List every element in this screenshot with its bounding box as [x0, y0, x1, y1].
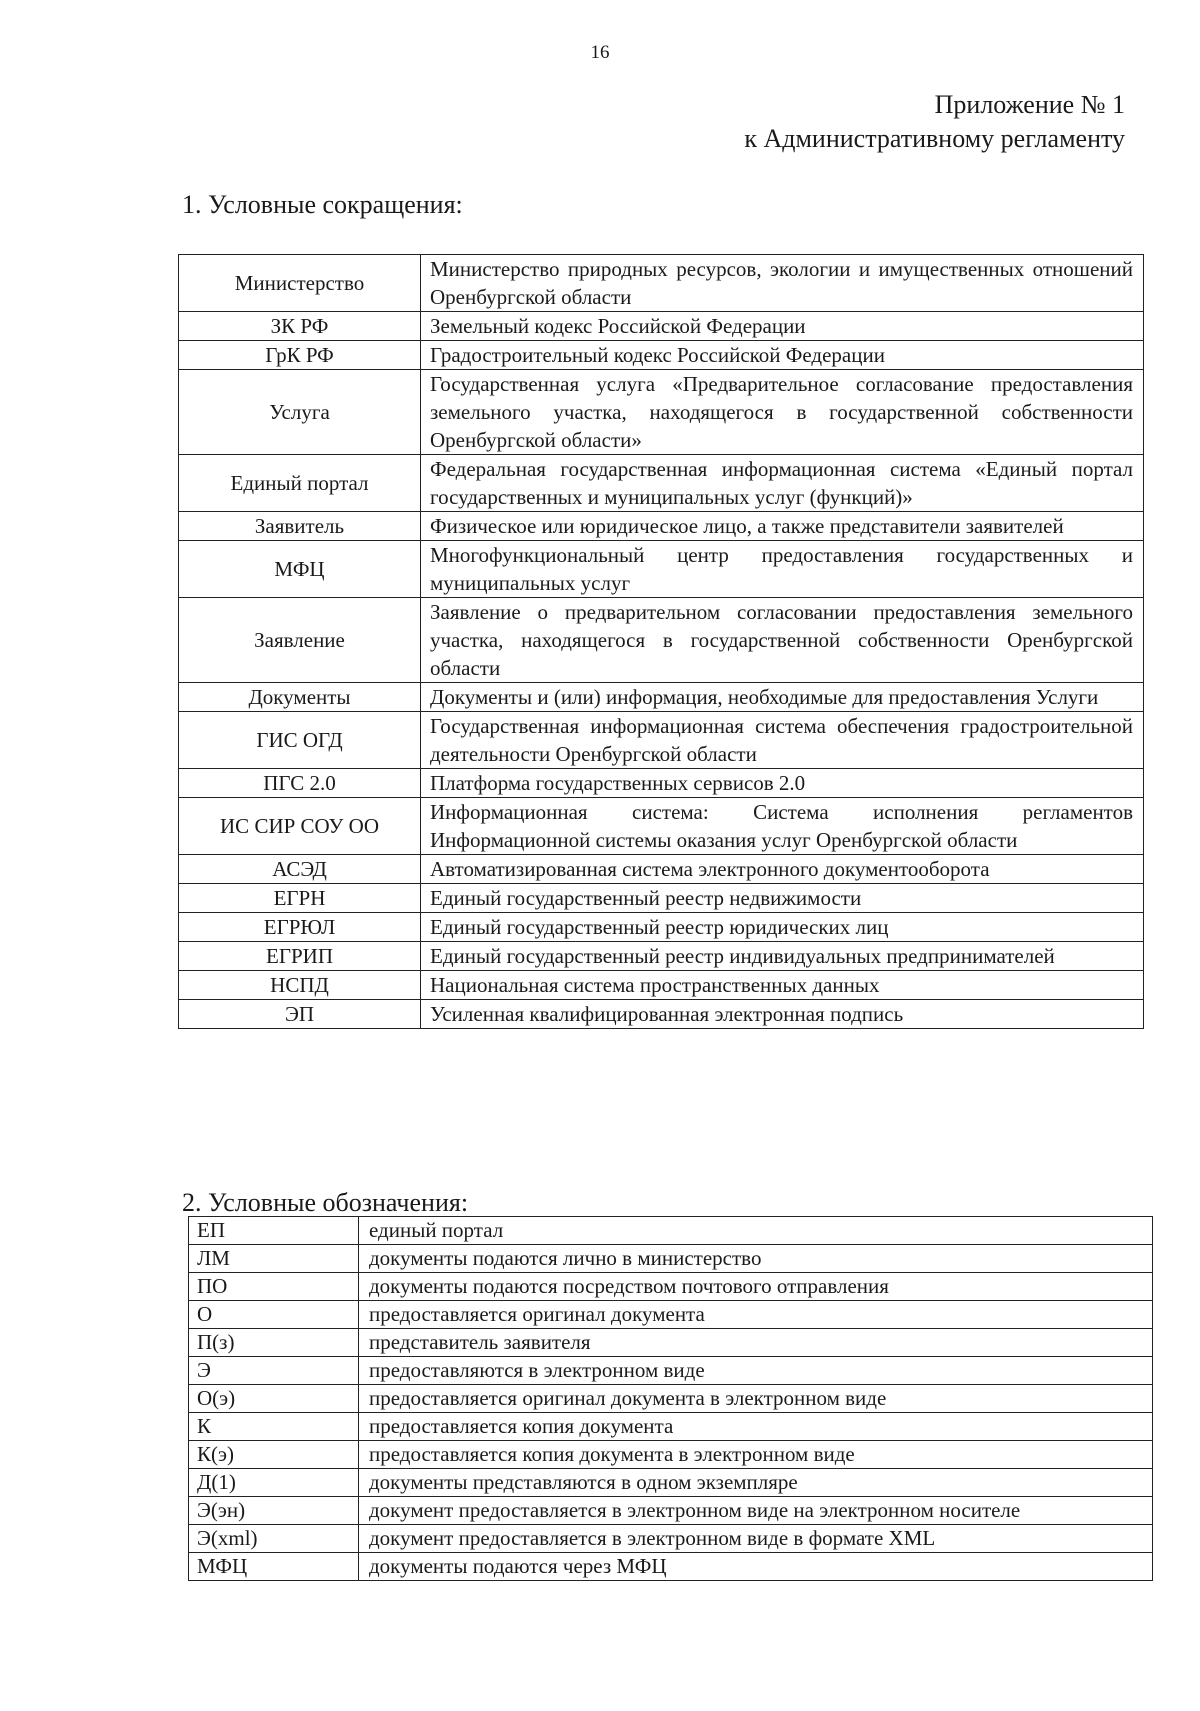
symbol-meaning: документ предоставляется в электронном виде на электронном носителе [359, 1497, 1153, 1525]
abbreviation-row [179, 913, 1144, 942]
symbol-meaning: предоставляются в электронном виде [359, 1357, 1153, 1385]
abbreviation-row [179, 598, 1144, 683]
symbol-meaning: документ предоставляется в электронном виде в формате XML [359, 1525, 1153, 1553]
abbreviation-definition: Автоматизированная система электронного документооборота [421, 855, 1144, 884]
abbreviation-row [179, 255, 1144, 312]
symbols-table [188, 1216, 1153, 1581]
abbreviation-definition: Государственная услуга «Предварительное согласование предоставления земельного участка, находящегося в государственной собственности Оренбургской области» [421, 370, 1144, 455]
symbol-row [189, 1301, 1153, 1329]
symbol-row [189, 1497, 1153, 1525]
abbreviation-row [179, 541, 1144, 598]
abbreviation-row [179, 455, 1144, 512]
symbol-meaning: предоставляется копия документа [359, 1413, 1153, 1441]
abbreviation-term: ЕГРН [179, 884, 421, 913]
symbol-code: Д(1) [189, 1469, 359, 1497]
symbol-row [189, 1273, 1153, 1301]
abbreviation-term: ЭП [179, 1000, 421, 1029]
abbreviation-row [179, 683, 1144, 712]
abbreviation-term: ЕГРЮЛ [179, 913, 421, 942]
symbol-code: П(з) [189, 1329, 359, 1357]
symbol-row [189, 1217, 1153, 1245]
symbol-row [189, 1469, 1153, 1497]
abbreviation-row [179, 312, 1144, 341]
abbreviation-term: ЕГРИП [179, 942, 421, 971]
abbreviation-term: Единый портал [179, 455, 421, 512]
abbreviation-term: НСПД [179, 971, 421, 1000]
abbreviation-definition: Физическое или юридическое лицо, а также представители заявителей [421, 512, 1144, 541]
abbreviation-definition: Государственная информационная система обеспечения градостроительной деятельности Оренбургской области [421, 712, 1144, 769]
symbol-row [189, 1413, 1153, 1441]
symbol-meaning: документы подаются лично в министерство [359, 1245, 1153, 1273]
abbreviation-definition: Единый государственный реестр юридических лиц [421, 913, 1144, 942]
abbreviation-row [179, 341, 1144, 370]
symbol-row [189, 1385, 1153, 1413]
symbol-row [189, 1441, 1153, 1469]
abbreviation-term: Заявление [179, 598, 421, 683]
symbol-code: ЛМ [189, 1245, 359, 1273]
appendix-title: Приложение № 1 [934, 90, 1125, 119]
abbreviations-table [178, 254, 1144, 1029]
symbol-code: К(э) [189, 1441, 359, 1469]
symbol-code: Э(xml) [189, 1525, 359, 1553]
abbreviation-row [179, 971, 1144, 1000]
symbol-row [189, 1525, 1153, 1553]
symbol-code: К [189, 1413, 359, 1441]
section2-heading: 2. Условные обозначения: [182, 1188, 469, 1217]
abbreviation-row [179, 855, 1144, 884]
abbreviation-definition: Информационная система: Система исполнения регламентов Информационной системы оказания услуг Оренбургской области [421, 798, 1144, 855]
symbol-code: О [189, 1301, 359, 1329]
abbreviation-row [179, 712, 1144, 769]
abbreviation-definition: Федеральная государственная информационная система «Единый портал государственных и муниципальных услуг (функций)» [421, 455, 1144, 512]
abbreviation-term: МФЦ [179, 541, 421, 598]
abbreviation-term: Документы [179, 683, 421, 712]
abbreviation-term: ИС СИР СОУ ОО [179, 798, 421, 855]
abbreviation-definition: Земельный кодекс Российской Федерации [421, 312, 1144, 341]
section1-heading: 1. Условные сокращения: [182, 190, 463, 219]
abbreviation-term: ПГС 2.0 [179, 769, 421, 798]
abbreviation-row [179, 942, 1144, 971]
abbreviation-row [179, 769, 1144, 798]
abbreviation-term: ГИС ОГД [179, 712, 421, 769]
page-number: 16 [590, 42, 610, 63]
symbol-row [189, 1553, 1153, 1581]
abbreviation-row [179, 512, 1144, 541]
appendix-header [744, 88, 1125, 156]
symbol-code: ЕП [189, 1217, 359, 1245]
abbreviation-definition: Национальная система пространственных данных [421, 971, 1144, 1000]
abbreviation-row [179, 370, 1144, 455]
abbreviation-definition: Единый государственный реестр индивидуальных предпринимателей [421, 942, 1144, 971]
abbreviation-term: АСЭД [179, 855, 421, 884]
symbol-meaning: единый портал [359, 1217, 1153, 1245]
abbreviation-definition: Усиленная квалифицированная электронная подпись [421, 1000, 1144, 1029]
abbreviation-definition: Единый государственный реестр недвижимости [421, 884, 1144, 913]
abbreviation-term: Министерство [179, 255, 421, 312]
abbreviation-term: ЗК РФ [179, 312, 421, 341]
symbol-code: МФЦ [189, 1553, 359, 1581]
abbreviation-definition: Министерство природных ресурсов, экологии и имущественных отношений Оренбургской области [421, 255, 1144, 312]
abbreviation-row [179, 1000, 1144, 1029]
symbol-meaning: предоставляется оригинал документа в электронном виде [359, 1385, 1153, 1413]
symbol-row [189, 1357, 1153, 1385]
abbreviation-row [179, 884, 1144, 913]
abbreviation-definition: Документы и (или) информация, необходимые для предоставления Услуги [421, 683, 1144, 712]
symbol-meaning: документы подаются посредством почтового отправления [359, 1273, 1153, 1301]
appendix-subtitle: к Административному регламенту [744, 124, 1125, 153]
abbreviation-definition: Многофункциональный центр предоставления государственных и муниципальных услуг [421, 541, 1144, 598]
symbol-meaning: предоставляется оригинал документа [359, 1301, 1153, 1329]
symbol-code: ПО [189, 1273, 359, 1301]
abbreviation-definition: Платформа государственных сервисов 2.0 [421, 769, 1144, 798]
abbreviation-definition: Градостроительный кодекс Российской Федерации [421, 341, 1144, 370]
symbol-meaning: документы представляются в одном экземпляре [359, 1469, 1153, 1497]
symbol-code: О(э) [189, 1385, 359, 1413]
symbol-row [189, 1329, 1153, 1357]
abbreviation-term: ГрК РФ [179, 341, 421, 370]
symbol-meaning: представитель заявителя [359, 1329, 1153, 1357]
abbreviation-term: Услуга [179, 370, 421, 455]
abbreviation-definition: Заявление о предварительном согласовании предоставления земельного участка, находящегося в государственной собственности Оренбургской области [421, 598, 1144, 683]
abbreviation-term: Заявитель [179, 512, 421, 541]
symbol-meaning: предоставляется копия документа в электронном виде [359, 1441, 1153, 1469]
symbol-row [189, 1245, 1153, 1273]
abbreviation-row [179, 798, 1144, 855]
symbol-code: Э(эн) [189, 1497, 359, 1525]
symbol-meaning: документы подаются через МФЦ [359, 1553, 1153, 1581]
symbol-code: Э [189, 1357, 359, 1385]
